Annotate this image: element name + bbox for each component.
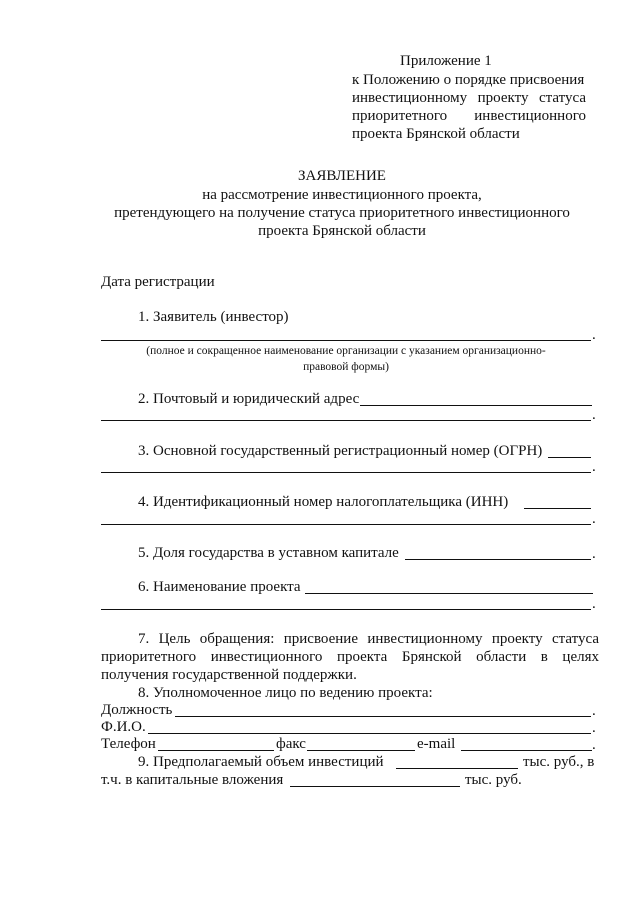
capital-investment-unit: тыс. руб. — [465, 772, 522, 788]
email-input-line[interactable] — [461, 750, 592, 751]
period: . — [592, 459, 596, 475]
project-name-input-line-2[interactable] — [101, 609, 591, 610]
period: . — [592, 407, 596, 423]
phone-label: Телефон — [101, 736, 156, 752]
appendix-line-1: к Положению о порядке присвоения — [352, 72, 585, 88]
investment-unit: тыс. руб., в — [523, 754, 595, 770]
investment-label: 9. Предполагаемый объем инвестиций — [138, 754, 384, 770]
address-input-line-1[interactable] — [360, 405, 592, 406]
capital-investment-input-line[interactable] — [290, 786, 460, 787]
address-input-line-2[interactable] — [101, 420, 591, 421]
investment-input-line[interactable] — [396, 768, 518, 769]
ogrn-input-line-1[interactable] — [548, 457, 591, 458]
capital-investment-label: т.ч. в капитальные вложения — [101, 772, 284, 788]
appendix-line-2: инвестиционному проекту статуса — [352, 90, 586, 106]
form-subtitle-2: претендующего на получение статуса приоритетного инвестиционного — [114, 205, 570, 221]
fax-input-line[interactable] — [307, 750, 415, 751]
fio-label: Ф.И.О. — [101, 719, 146, 735]
period: . — [592, 720, 596, 736]
applicant-label: 1. Заявитель (инвестор) — [138, 309, 289, 325]
project-name-input-line-1[interactable] — [305, 593, 593, 594]
period: . — [592, 703, 596, 719]
purpose-line-1: 7. Цель обращения: присвоение инвестиционному проекту статуса — [138, 631, 599, 647]
appendix-line-3: приоритетного инвестиционного — [352, 108, 586, 124]
purpose-line-2: приоритетного инвестиционного проекта Брянской области в целях — [101, 649, 599, 665]
address-label: 2. Почтовый и юридический адрес — [138, 391, 360, 407]
form-title: ЗАЯВЛЕНИЕ — [298, 168, 386, 184]
inn-label: 4. Идентификационный номер налогоплательщика (ИНН) — [138, 494, 509, 510]
authorized-person-title: 8. Уполномоченное лицо по ведению проекта: — [138, 685, 433, 701]
state-share-input-line[interactable] — [405, 559, 591, 560]
form-subtitle-3: проекта Брянской области — [258, 223, 426, 239]
period: . — [592, 596, 596, 612]
period: . — [592, 327, 596, 343]
period: . — [592, 737, 596, 753]
position-label: Должность — [101, 702, 173, 718]
phone-input-line[interactable] — [158, 750, 274, 751]
inn-input-line-1[interactable] — [524, 508, 591, 509]
ogrn-label: 3. Основной государственный регистрационный номер (ОГРН) — [138, 443, 543, 459]
project-name-label: 6. Наименование проекта — [138, 579, 301, 595]
applicant-hint-2: правовой формы) — [303, 361, 389, 373]
period: . — [592, 511, 596, 527]
fio-input-line[interactable] — [148, 733, 591, 734]
period: . — [592, 546, 596, 562]
applicant-hint-1: (полное и сокращенное наименование организации с указанием организационно- — [146, 345, 546, 357]
position-input-line[interactable] — [175, 716, 591, 717]
email-label: e-mail — [417, 736, 456, 752]
ogrn-input-line-2[interactable] — [101, 472, 591, 473]
registration-date-label: Дата регистрации — [101, 274, 215, 290]
purpose-line-3: получения государственной поддержки. — [101, 667, 357, 683]
inn-input-line-2[interactable] — [101, 524, 591, 525]
appendix-title: Приложение 1 — [400, 53, 492, 69]
fax-label: факс — [276, 736, 306, 752]
state-share-label: 5. Доля государства в уставном капитале — [138, 545, 399, 561]
form-subtitle-1: на рассмотрение инвестиционного проекта, — [202, 187, 482, 203]
applicant-input-line[interactable] — [101, 340, 591, 341]
appendix-line-4: проекта Брянской области — [352, 126, 520, 142]
